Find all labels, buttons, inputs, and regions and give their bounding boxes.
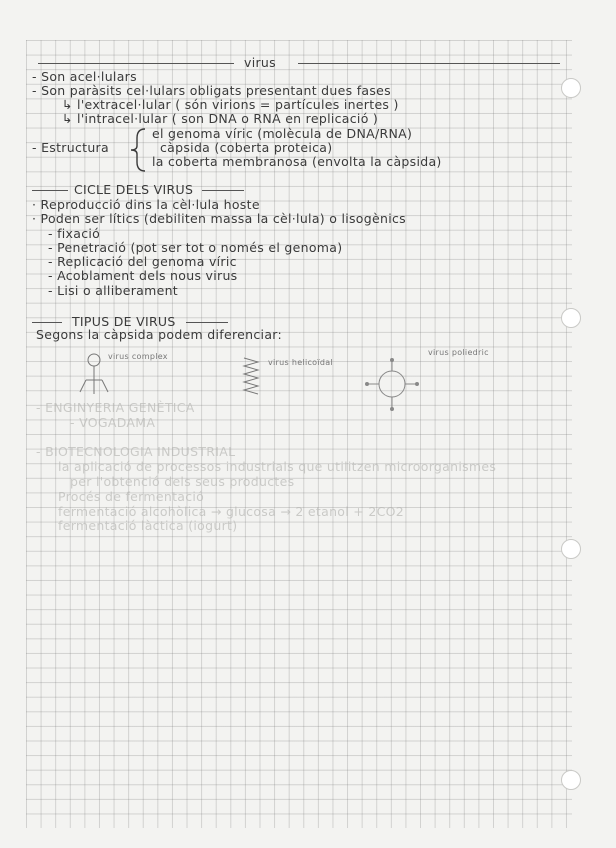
helical-virus-drawing bbox=[236, 356, 266, 406]
punch-hole bbox=[561, 539, 581, 559]
bleed-text: - ENGINYERIA GENÈTICA bbox=[36, 400, 195, 415]
structure-item: la coberta membranosa (envolta la càpsida) bbox=[152, 154, 442, 169]
note-line: - Son paràsits cel·lulars obligats presentant dues fases bbox=[32, 83, 391, 98]
bleed-text: la aplicació de processos industrials que utilitzen microorganismes bbox=[58, 459, 497, 474]
structure-item: càpsida (coberta proteica) bbox=[160, 140, 333, 155]
structure-label: - Estructura bbox=[32, 140, 109, 155]
top-margin bbox=[0, 0, 616, 40]
note-line: Segons la càpsida podem diferenciar: bbox=[36, 327, 283, 342]
curly-brace bbox=[127, 126, 151, 174]
heading-rule bbox=[32, 190, 68, 191]
punch-hole bbox=[561, 770, 581, 790]
bleed-text: - VOGADAMA bbox=[70, 415, 156, 430]
step-line: - Penetració (pot ser tot o només el genoma) bbox=[48, 240, 343, 255]
virus-type-label: virus complex bbox=[108, 352, 168, 361]
note-line: · Reproducció dins la cèl·lula hoste bbox=[32, 197, 260, 212]
right-margin bbox=[572, 0, 616, 848]
polyhedral-virus-drawing bbox=[362, 356, 422, 416]
punch-hole bbox=[561, 308, 581, 328]
title-rule-left bbox=[38, 63, 234, 64]
step-line: - fixació bbox=[48, 226, 101, 241]
heading-rule bbox=[202, 190, 244, 191]
bleed-text: fermentació alcohòlica → glucosa → 2 etanol + 2CO2 bbox=[58, 504, 405, 519]
bleed-text: fermentació làctica (iogurt) bbox=[58, 518, 238, 533]
heading-rule bbox=[186, 322, 228, 323]
virus-type-label: virus poliedric bbox=[428, 348, 489, 357]
punch-hole bbox=[561, 78, 581, 98]
left-margin bbox=[0, 0, 26, 848]
step-line: - Acoblament dels nous virus bbox=[48, 268, 238, 283]
section-heading: CICLE DELS VIRUS bbox=[74, 182, 194, 197]
bleed-text: per l'obtenció dels seus productes bbox=[70, 474, 295, 489]
bottom-margin bbox=[0, 828, 616, 848]
note-line: ↳ l'extracel·lular ( són virions = partícules inertes ) bbox=[62, 97, 399, 112]
bleed-text: - BIOTECNOLOGIA INDUSTRIAL bbox=[36, 444, 236, 459]
note-line: - Son acel·lulars bbox=[32, 69, 137, 84]
bleed-text: Procés de fermentació bbox=[58, 489, 205, 504]
note-line: · Poden ser lítics (debiliten massa la cèl·lula) o lisogènics bbox=[32, 211, 406, 226]
structure-item: el genoma víric (molècula de DNA/RNA) bbox=[152, 126, 413, 141]
title-rule-right bbox=[298, 63, 560, 64]
page-title: virus bbox=[244, 55, 276, 70]
step-line: - Lisi o alliberament bbox=[48, 283, 178, 298]
step-line: - Replicació del genoma víric bbox=[48, 254, 237, 269]
heading-rule bbox=[32, 322, 62, 323]
note-line: ↳ l'intracel·lular ( son DNA o RNA en replicació ) bbox=[62, 111, 379, 126]
section-heading: TIPUS DE VIRUS bbox=[72, 314, 176, 329]
virus-type-label: virus helicoïdal bbox=[268, 358, 333, 367]
